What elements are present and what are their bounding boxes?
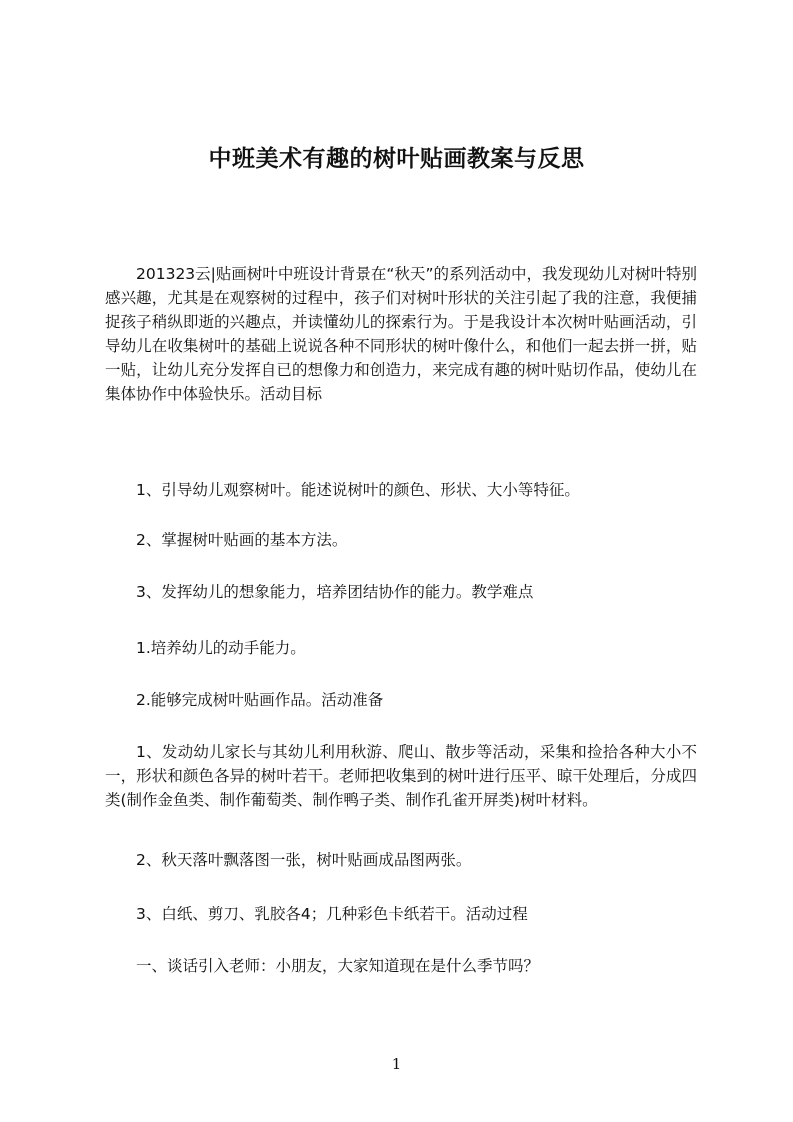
paragraph-difficulty-1: 1.培养幼儿的动手能力。 [136, 639, 306, 657]
paragraph-preparation-2: 2、秋天落叶飘落图一张，树叶贴画成品图两张。 [136, 851, 472, 869]
paragraph-preparation-3: 3、白纸、剪刀、乳胶各4；几种彩色卡纸若干。活动过程 [136, 905, 528, 923]
paragraph-difficulty-2: 2.能够完成树叶贴画作品。活动准备 [136, 691, 384, 709]
paragraph-process-1: 一、谈话引入老师：小朋友，大家知道现在是什么季节吗？ [136, 957, 540, 975]
paragraph-goal-2: 2、掌握树叶贴画的基本方法。 [136, 531, 348, 549]
page-number: 1 [391, 1055, 402, 1073]
paragraph-preparation-1: 1、发动幼儿家长与其幼儿利用秋游、爬山、散步等活动，采集和捡拾各种大小不一，形状和颜色各异的树叶若干。老师把收集到的树叶进行压平、晾干处理后，分成四类(制作金鱼类、制作葡萄类、制作鸭子类、制作孔雀开屏类)树叶材料。 [105, 743, 697, 809]
paragraph-background: 201323云|贴画树叶中班设计背景在“秋天”的系列活动中，我发现幼儿对树叶特别感兴趣，尤其是在观察树的过程中，孩子们对树叶形状的关注引起了我的注意，我便捕捉孩子稍纵即逝的兴趣点，并读懂幼儿的探索行为。于是我设计本次树叶贴画活动，引导幼儿在收集树叶的基础上说说各种不同形状的树叶像什么，和他们一起去拼一拼，贴一贴，让幼儿充分发挥自已的想像力和创造力，来完成有趣的树叶贴切作品，使幼儿在集体协作中体验快乐。活动目标 [105, 265, 697, 403]
document-title: 中班美术有趣的树叶贴画教案与反思 [208, 146, 585, 172]
paragraph-goal-3: 3、发挥幼儿的想象能力，培养团结协作的能力。教学难点 [136, 583, 534, 601]
paragraph-goal-1: 1、引导幼儿观察树叶。能述说树叶的颜色、形状、大小等特征。 [136, 481, 580, 499]
